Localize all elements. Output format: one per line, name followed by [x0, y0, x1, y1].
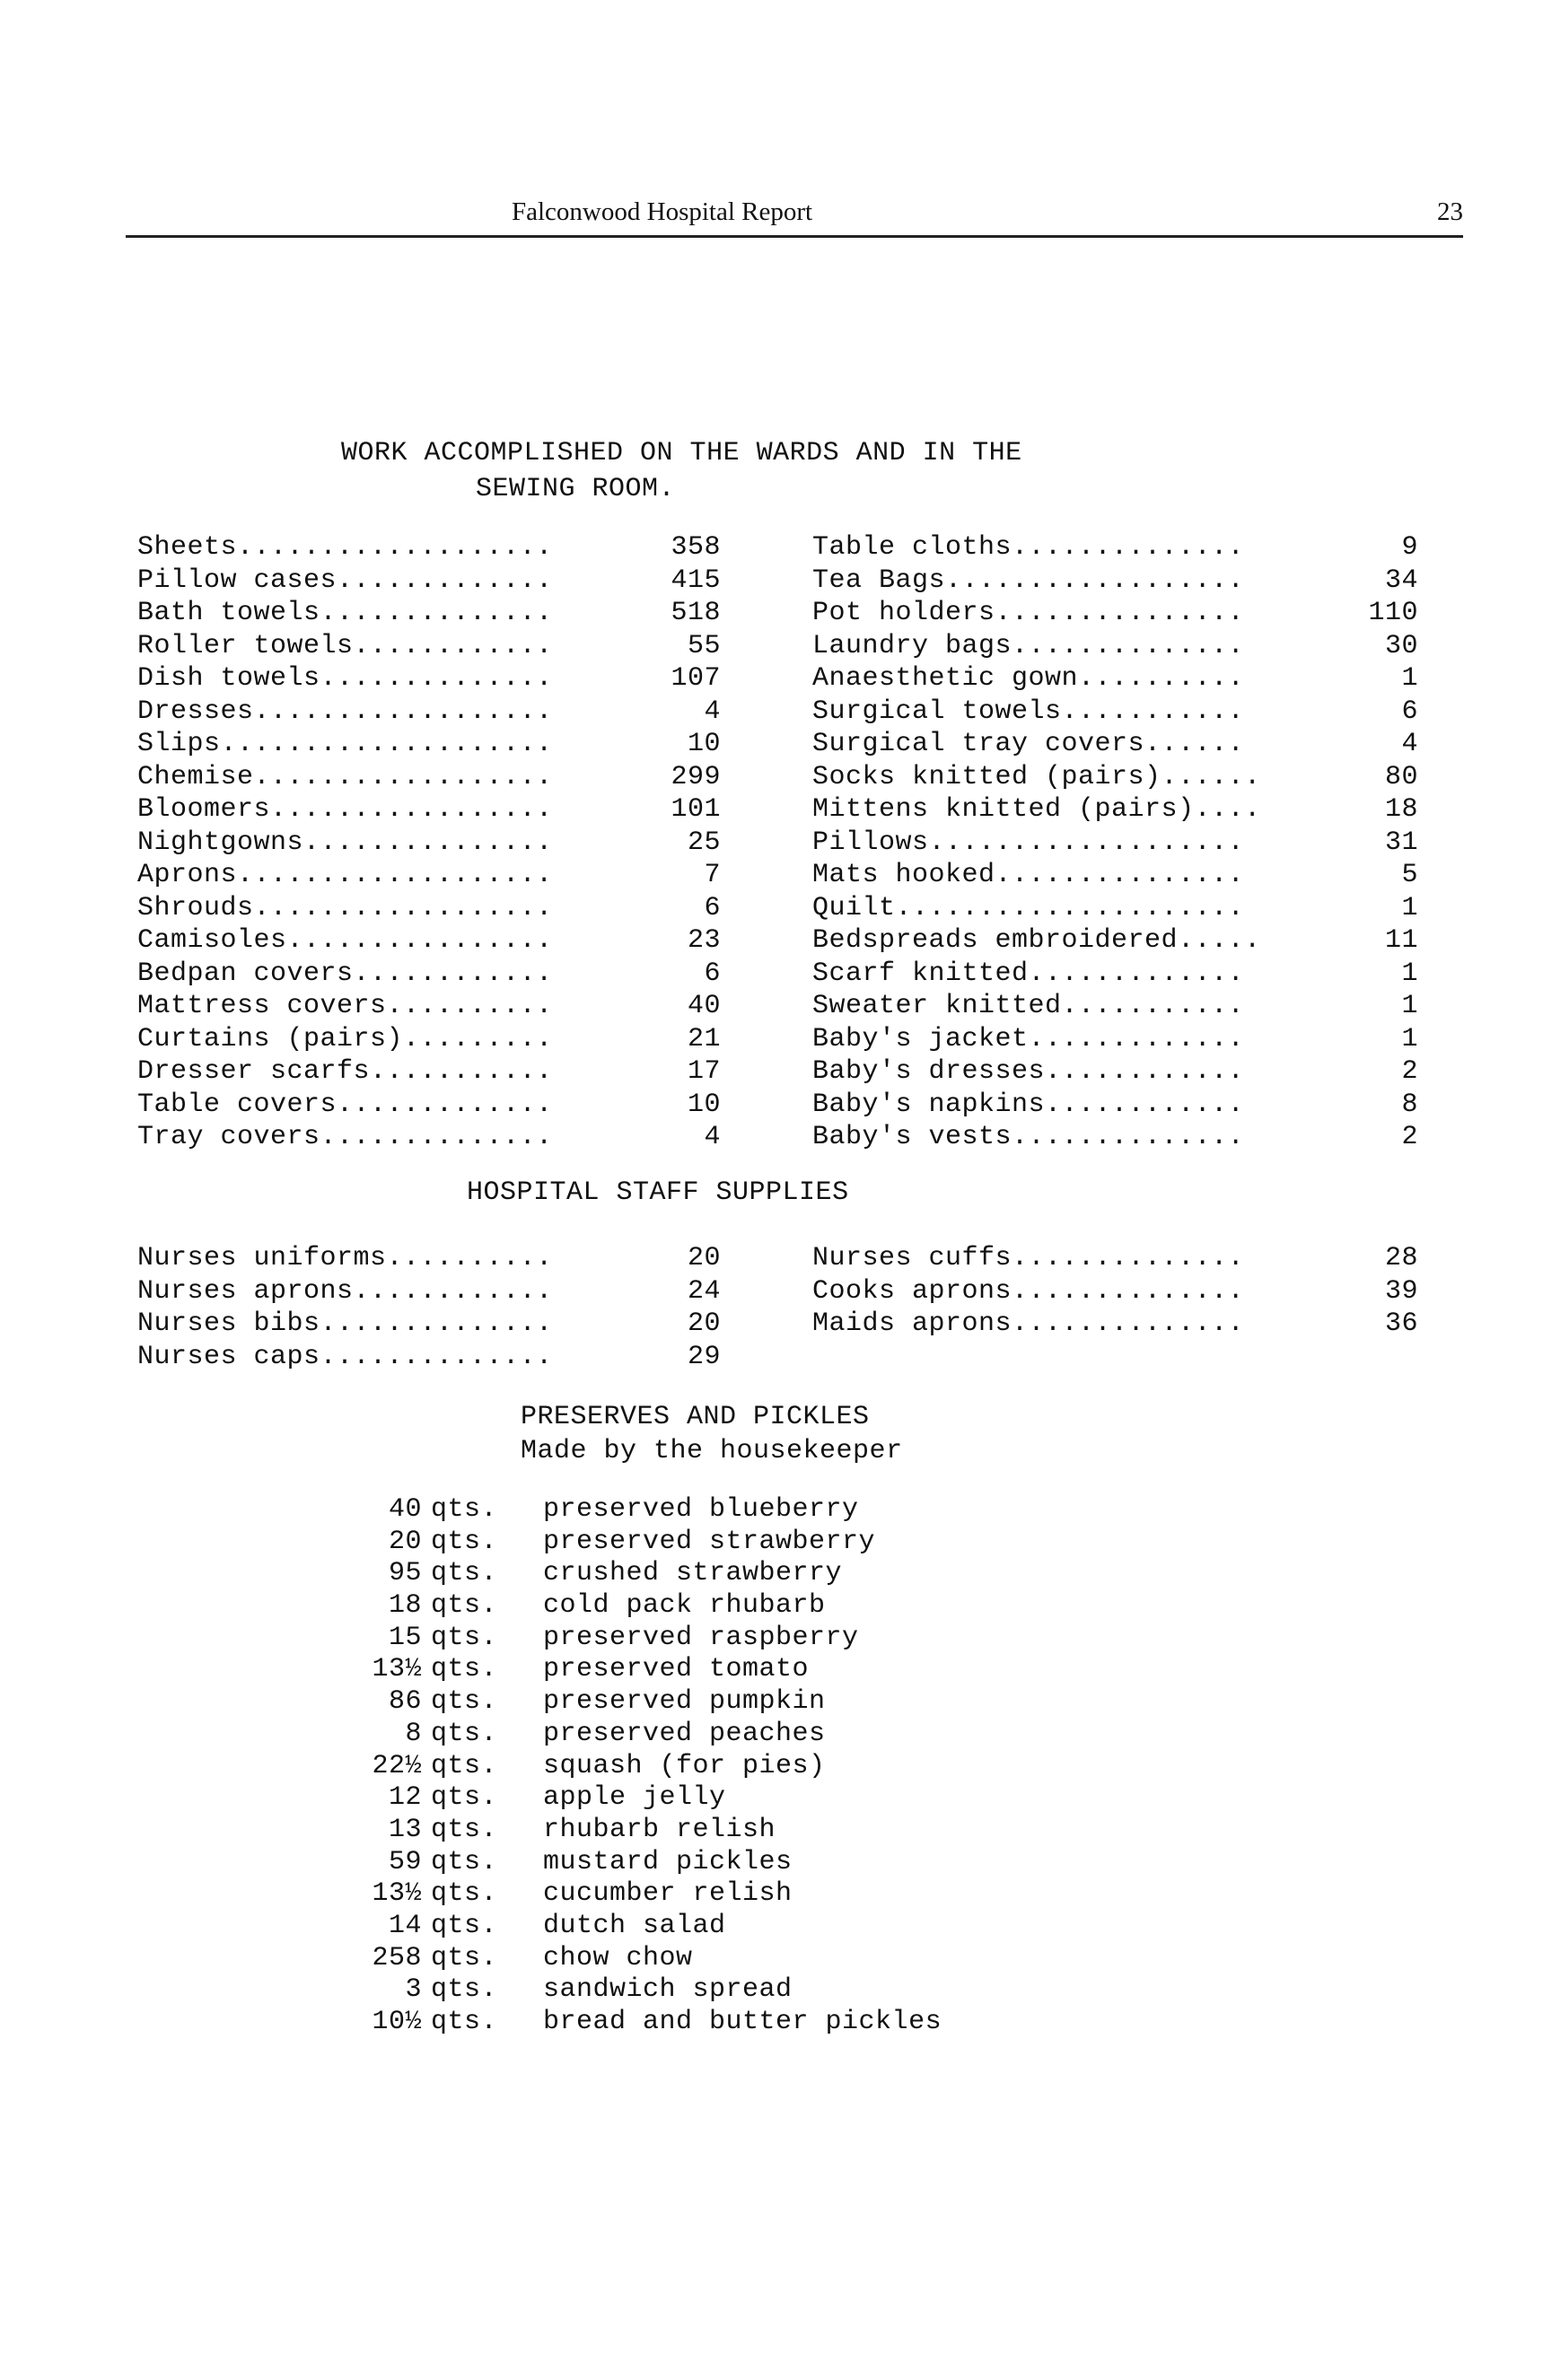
preserve-quantity: 20 [388, 1526, 422, 1557]
preserve-row [359, 1494, 1167, 1527]
item-label: Dresser scarfs........... [137, 1056, 553, 1087]
preserve-item: dutch salad [543, 1910, 726, 1941]
preserve-row [359, 1878, 1167, 1911]
preserve-item: chow chow [543, 1942, 693, 1973]
preserve-row [359, 1558, 1167, 1590]
preserve-quantity: 86 [388, 1686, 422, 1718]
preserve-unit: qts. [431, 1814, 498, 1845]
list-item [137, 793, 721, 827]
preserve-item: crushed strawberry [543, 1558, 843, 1589]
item-count: 1 [1401, 991, 1418, 1021]
list-item [812, 1308, 1418, 1341]
list-item [812, 630, 1418, 663]
preserve-row [359, 1751, 1167, 1783]
preserve-quantity: 13½ [372, 1878, 422, 1910]
item-count: 2 [1401, 1056, 1418, 1087]
item-count: 1 [1401, 958, 1418, 989]
preserve-quantity: 40 [388, 1494, 422, 1525]
item-count: 20 [687, 1243, 721, 1273]
preserve-unit: qts. [431, 1942, 498, 1973]
list-item [137, 564, 721, 598]
list-item [812, 990, 1418, 1023]
item-label: Surgical tray covers...... [812, 729, 1245, 759]
list-item [812, 958, 1418, 991]
list-item [137, 1121, 721, 1154]
item-label: Cooks aprons.............. [812, 1275, 1245, 1307]
item-label: Baby's vests.............. [812, 1122, 1245, 1152]
preserve-quantity: 12 [388, 1782, 422, 1814]
list-item [812, 1089, 1418, 1122]
list-item [812, 793, 1418, 827]
item-count: 8 [1401, 1089, 1418, 1120]
preserve-item: cucumber relish [543, 1878, 793, 1910]
item-label: Roller towels............ [137, 630, 553, 661]
list-item [137, 892, 721, 925]
item-label: Bloomers................. [137, 794, 553, 825]
item-label: Table covers............. [137, 1089, 553, 1120]
item-label: Pillows................... [812, 827, 1245, 858]
item-count: 20 [687, 1308, 721, 1339]
item-count: 4 [1401, 729, 1418, 759]
item-count: 10 [687, 1089, 721, 1120]
item-label: Baby's dresses............ [812, 1056, 1245, 1087]
preserves-heading: PRESERVES AND PICKLES [521, 1402, 870, 1432]
item-label: Dish towels.............. [137, 663, 553, 694]
item-label: Nurses aprons............ [137, 1275, 553, 1307]
item-count: 6 [704, 892, 721, 923]
item-label: Tea Bags.................. [812, 564, 1245, 596]
preserves-subheading: Made by the housekeeper [521, 1436, 903, 1466]
work-title-line-1: WORK ACCOMPLISHED ON THE WARDS AND IN THE [341, 438, 1022, 468]
item-label: Nurses caps.............. [137, 1341, 553, 1372]
list-item [137, 1023, 721, 1056]
preserve-item: preserved pumpkin [543, 1686, 826, 1718]
list-item [137, 859, 721, 892]
item-label: Nurses bibs.............. [137, 1308, 553, 1339]
list-item [137, 1308, 721, 1341]
preserve-unit: qts. [431, 1526, 498, 1557]
item-label: Dresses.................. [137, 696, 553, 727]
report-title: Falconwood Hospital Report [512, 197, 813, 226]
item-count: 39 [1384, 1275, 1418, 1307]
list-item [812, 1275, 1418, 1308]
list-item [137, 597, 721, 630]
item-count: 34 [1384, 564, 1418, 596]
item-count: 6 [704, 958, 721, 989]
item-label: Curtains (pairs)......... [137, 1023, 553, 1054]
item-count: 110 [1368, 598, 1418, 628]
item-count: 24 [687, 1275, 721, 1307]
page-header [126, 190, 1463, 238]
item-label: Maids aprons.............. [812, 1308, 1245, 1339]
list-item [137, 728, 721, 761]
preserve-row [359, 1815, 1167, 1847]
preserve-row [359, 1686, 1167, 1719]
preserve-unit: qts. [431, 1846, 498, 1877]
item-count: 415 [671, 564, 721, 596]
wards-left-list [137, 531, 721, 1154]
preserve-item: squash (for pies) [543, 1750, 826, 1781]
item-count: 358 [671, 532, 721, 563]
preserve-item: preserved blueberry [543, 1494, 859, 1525]
preserve-row [359, 1719, 1167, 1751]
list-item [812, 1055, 1418, 1089]
staff-supplies-heading: HOSPITAL STAFF SUPPLIES [467, 1177, 849, 1208]
item-count: 28 [1384, 1243, 1418, 1273]
item-count: 4 [704, 696, 721, 727]
list-item [137, 1341, 721, 1374]
list-item [812, 728, 1418, 761]
item-label: Pillow cases............. [137, 564, 553, 596]
preserve-quantity: 10½ [372, 2007, 422, 2037]
item-label: Camisoles................ [137, 925, 553, 956]
item-label: Baby's napkins............ [812, 1089, 1245, 1120]
item-count: 2 [1401, 1122, 1418, 1152]
list-item [812, 892, 1418, 925]
preserve-unit: qts. [431, 1718, 498, 1749]
list-item [812, 859, 1418, 892]
list-item [812, 1023, 1418, 1056]
item-label: Surgical towels........... [812, 696, 1245, 727]
item-count: 36 [1384, 1308, 1418, 1339]
preserve-item: preserved raspberry [543, 1622, 859, 1653]
list-item [812, 597, 1418, 630]
list-item [137, 1089, 721, 1122]
item-count: 30 [1384, 630, 1418, 661]
preserve-row [359, 1911, 1167, 1943]
list-item [812, 662, 1418, 696]
preserve-quantity: 258 [372, 1942, 422, 1973]
preserve-item: bread and butter pickles [543, 2007, 942, 2037]
preserves-list [359, 1494, 1167, 2039]
list-item [812, 1242, 1418, 1275]
item-label: Nurses cuffs.............. [812, 1243, 1245, 1273]
list-item [137, 696, 721, 729]
preserve-quantity: 22½ [372, 1750, 422, 1781]
list-item [812, 1121, 1418, 1154]
preserve-unit: qts. [431, 1686, 498, 1718]
preserve-quantity: 3 [405, 1974, 422, 2006]
item-label: Laundry bags.............. [812, 630, 1245, 661]
item-label: Shrouds.................. [137, 892, 553, 923]
item-label: Bedspreads embroidered..... [812, 925, 1261, 956]
preserve-item: apple jelly [543, 1782, 726, 1814]
item-count: 40 [687, 991, 721, 1021]
preserve-unit: qts. [431, 1878, 498, 1910]
item-count: 29 [687, 1341, 721, 1372]
preserve-quantity: 18 [388, 1590, 422, 1622]
preserve-quantity: 13½ [372, 1654, 422, 1685]
item-count: 10 [687, 729, 721, 759]
preserve-item: cold pack rhubarb [543, 1590, 826, 1622]
item-count: 9 [1401, 532, 1418, 563]
item-label: Baby's jacket............. [812, 1023, 1245, 1054]
preserve-row [359, 1847, 1167, 1879]
preserve-row [359, 1527, 1167, 1559]
list-item [137, 827, 721, 860]
preserve-row [359, 1782, 1167, 1815]
item-count: 23 [687, 925, 721, 956]
preserve-item: mustard pickles [543, 1846, 793, 1877]
preserve-unit: qts. [431, 1494, 498, 1525]
item-count: 107 [671, 663, 721, 694]
preserve-quantity: 8 [405, 1718, 422, 1749]
item-count: 5 [1401, 860, 1418, 890]
item-label: Mattress covers.......... [137, 991, 553, 1021]
item-label: Chemise.................. [137, 761, 553, 792]
preserve-unit: qts. [431, 1590, 498, 1622]
preserve-quantity: 13 [388, 1814, 422, 1845]
item-count: 1 [1401, 663, 1418, 694]
item-label: Sheets................... [137, 532, 553, 563]
list-item [812, 696, 1418, 729]
item-count: 6 [1401, 696, 1418, 727]
item-count: 80 [1384, 761, 1418, 792]
item-label: Slips.................... [137, 729, 553, 759]
preserve-item: preserved strawberry [543, 1526, 876, 1557]
item-label: Scarf knitted............. [812, 958, 1245, 989]
preserve-item: preserved tomato [543, 1654, 810, 1685]
list-item [137, 662, 721, 696]
item-count: 1 [1401, 892, 1418, 923]
list-item [137, 1275, 721, 1308]
preserve-unit: qts. [431, 1750, 498, 1781]
preserve-row [359, 1623, 1167, 1655]
staff-right-list [812, 1242, 1418, 1341]
preserve-unit: qts. [431, 1910, 498, 1941]
preserve-item: sandwich spread [543, 1974, 793, 2006]
item-count: 101 [671, 794, 721, 825]
list-item [137, 924, 721, 958]
item-count: 11 [1384, 925, 1418, 956]
item-count: 4 [704, 1122, 721, 1152]
item-label: Nurses uniforms.......... [137, 1243, 553, 1273]
item-count: 18 [1384, 794, 1418, 825]
list-item [137, 531, 721, 564]
preserve-row [359, 1654, 1167, 1686]
item-label: Sweater knitted........... [812, 991, 1245, 1021]
item-label: Quilt..................... [812, 892, 1245, 923]
preserve-quantity: 59 [388, 1846, 422, 1877]
preserve-row [359, 1590, 1167, 1623]
list-item [137, 958, 721, 991]
item-label: Pot holders............... [812, 598, 1245, 628]
list-item [137, 990, 721, 1023]
work-title-line-2: SEWING ROOM. [476, 474, 676, 504]
item-count: 21 [687, 1023, 721, 1054]
item-count: 7 [704, 860, 721, 890]
item-label: Bath towels.............. [137, 598, 553, 628]
list-item [137, 630, 721, 663]
list-item [812, 924, 1418, 958]
list-item [812, 564, 1418, 598]
list-item [137, 761, 721, 794]
preserve-row [359, 2007, 1167, 2039]
preserve-unit: qts. [431, 1558, 498, 1589]
item-count: 25 [687, 827, 721, 858]
preserve-item: rhubarb relish [543, 1814, 776, 1845]
item-count: 55 [687, 630, 721, 661]
item-label: Table cloths.............. [812, 532, 1245, 563]
item-count: 1 [1401, 1023, 1418, 1054]
preserve-quantity: 15 [388, 1622, 422, 1653]
item-label: Socks knitted (pairs)...... [812, 761, 1261, 792]
item-count: 518 [671, 598, 721, 628]
wards-right-list [812, 531, 1418, 1154]
preserve-unit: qts. [431, 1782, 498, 1814]
list-item [812, 761, 1418, 794]
preserve-quantity: 95 [388, 1558, 422, 1589]
preserve-quantity: 14 [388, 1910, 422, 1941]
preserve-unit: qts. [431, 2007, 498, 2037]
list-item [137, 1055, 721, 1089]
work-section-title [341, 435, 1149, 507]
item-label: Mats hooked............... [812, 860, 1245, 890]
preserve-item: preserved peaches [543, 1718, 826, 1749]
staff-left-list [137, 1242, 721, 1373]
item-label: Tray covers.............. [137, 1122, 553, 1152]
item-count: 299 [671, 761, 721, 792]
item-count: 31 [1384, 827, 1418, 858]
list-item [812, 531, 1418, 564]
item-label: Aprons................... [137, 860, 553, 890]
preserve-row [359, 1943, 1167, 1975]
preserve-unit: qts. [431, 1622, 498, 1653]
item-count: 17 [687, 1056, 721, 1087]
list-item [137, 1242, 721, 1275]
preserve-unit: qts. [431, 1654, 498, 1685]
preserve-unit: qts. [431, 1974, 498, 2006]
item-label: Mittens knitted (pairs).... [812, 794, 1261, 825]
item-label: Nightgowns............... [137, 827, 553, 858]
list-item [812, 827, 1418, 860]
item-label: Bedpan covers............ [137, 958, 553, 989]
page-number: 23 [1437, 197, 1463, 226]
preserve-row [359, 1974, 1167, 2007]
item-label: Anaesthetic gown.......... [812, 663, 1245, 694]
